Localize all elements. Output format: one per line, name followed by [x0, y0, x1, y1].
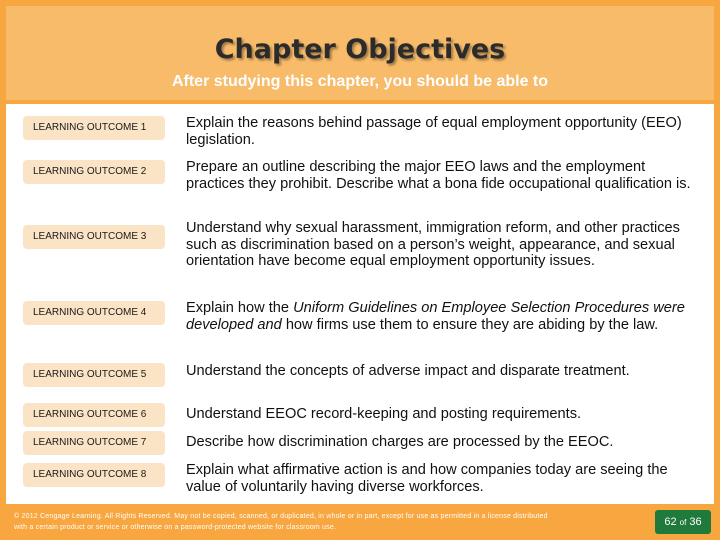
outcome-text-4: Explain how the Uniform Guidelines on Employee Selection Procedures were developed and how firms use them to ensure they are abiding by the law. — [186, 300, 685, 333]
outcome-label-2: LEARNING OUTCOME 2 — [23, 160, 165, 184]
outcome-text-5: Understand the concepts of adverse impact and disparate treatment. — [186, 363, 630, 379]
outcome-label-3: LEARNING OUTCOME 3 — [23, 225, 165, 249]
outcomes-panel — [6, 104, 714, 504]
outcome-text-1: Explain the reasons behind passage of equal employment opportunity (EEO) legislation. — [186, 115, 682, 148]
page-current: 62 — [664, 516, 677, 528]
outcome-label-1: LEARNING OUTCOME 1 — [23, 116, 165, 140]
outcome-text-8: Explain what affirmative action is and how companies today are seeing the value of voluntarily having diverse workforces. — [186, 462, 668, 495]
outcome-label-7: LEARNING OUTCOME 7 — [23, 431, 165, 455]
outcome-text-3: Understand why sexual harassment, immigration reform, and other practices such as discrimination based on a person’s weight, appearance, and sexual orientation have become equal employment opportunity issues. — [186, 220, 680, 269]
outcome-text-2: Prepare an outline describing the major EEO laws and the employment practices they prohibit. Describe what a bona fide occupational qualification is. — [186, 159, 691, 192]
outcome-label-5: LEARNING OUTCOME 5 — [23, 363, 165, 387]
outcome-label-6: LEARNING OUTCOME 6 — [23, 403, 165, 427]
slide-title: Chapter Objectives — [214, 34, 506, 65]
page-of: of — [679, 518, 687, 527]
outcome-text-6: Understand EEOC record-keeping and posting requirements. — [186, 406, 582, 422]
page-total: 36 — [689, 516, 702, 528]
outcome-label-8: LEARNING OUTCOME 8 — [23, 463, 165, 487]
outcome-label-4: LEARNING OUTCOME 4 — [23, 301, 165, 325]
slide-subtitle: After studying this chapter, you should be able to — [171, 73, 549, 90]
outcome-text-7: Describe how discrimination charges are processed by the EEOC. — [186, 434, 614, 450]
copyright-notice: © 2012 Cengage Learning. All Rights Reserved. May not be copied, scanned, or duplicated, in whole or in part, except for use as permitted in a license distributed with a certain product or service or otherwise on a password-protected website for classroom use. — [14, 513, 548, 531]
page-counter — [655, 510, 711, 534]
